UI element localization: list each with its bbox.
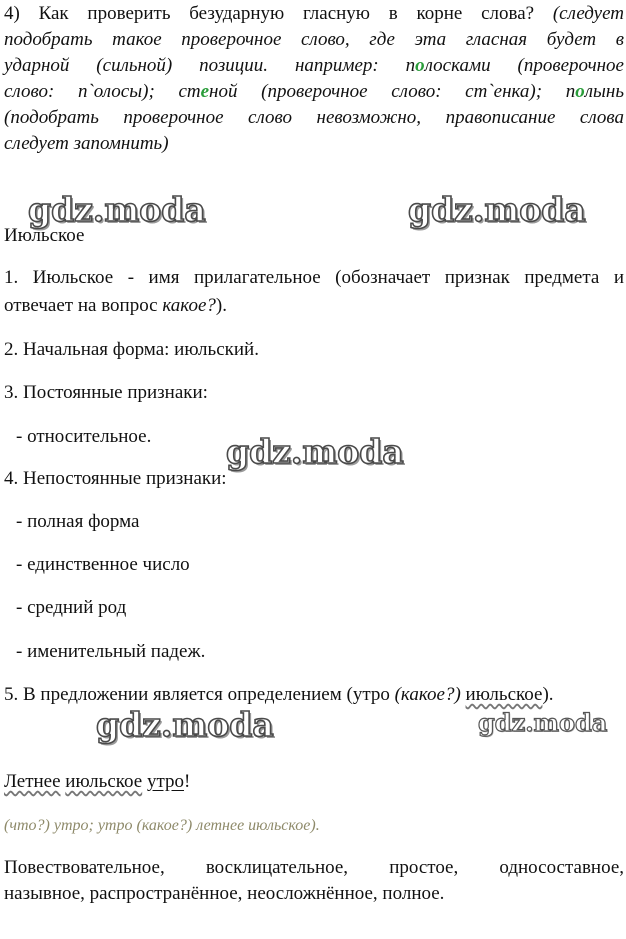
item-1-question: какое?	[162, 295, 216, 316]
example-word-2-post: ной	[209, 81, 238, 102]
question-number: 4)	[4, 3, 20, 24]
item-3: 3. Постоянные признаки:	[4, 382, 208, 403]
question-text: Как проверить безударную гласную в корне слова?	[38, 3, 535, 24]
sentence-end: !	[183, 771, 191, 792]
answer-start: (следует	[552, 3, 625, 24]
sentence-description-line-2: назывное, распространённое, неосложнённое, полное.	[4, 883, 445, 904]
item-1-text: отвечает на вопрос	[4, 295, 163, 316]
example-word-1-pre: п	[405, 55, 416, 76]
intro-line-1	[4, 2, 624, 26]
watermark-logo: gdz.moda	[28, 190, 206, 229]
item-1-end: ).	[215, 295, 227, 316]
intro-line-3-tail: (проверочное	[517, 55, 624, 76]
intro-line-4	[4, 80, 624, 104]
intro-line-6: следует запомнить)	[4, 133, 169, 154]
watermark-logo: gdz.moda	[96, 705, 274, 744]
intro-line-3	[4, 54, 624, 78]
intro-line-3-text: ударной (сильной) позиции. например:	[4, 55, 406, 76]
item-4-sub-2: - единственное число	[16, 554, 190, 575]
watermark-logo: gdz.moda	[478, 708, 608, 737]
example-word-3-post: лынь	[584, 81, 624, 102]
item-4-sub-4: - именительный падеж.	[16, 641, 206, 662]
sentence-word-3: утро	[146, 771, 184, 792]
intro-line-2: подобрать такое проверочное слово, где эта гласная будет в	[4, 29, 624, 50]
item-5	[4, 683, 554, 707]
item-5-word: июльское	[465, 684, 543, 705]
item-5-end: ).	[542, 684, 554, 705]
item-1-line-2	[4, 294, 227, 318]
sentence-word-1: Летнее	[4, 771, 61, 792]
example-word-1-post: лосками	[424, 55, 491, 76]
example-word-2-vowel: е	[200, 81, 210, 102]
sentence-word-2: июльское	[65, 771, 143, 792]
sentence-description-line-1: Повествовательное, восклицательное, простое, односоставное,	[4, 857, 624, 878]
example-sentence	[4, 770, 190, 794]
intro-line-4-mid: (проверочное слово: ст`енка);	[237, 81, 566, 102]
item-5-question: (какое?)	[394, 684, 461, 705]
item-4-sub-3: - средний род	[16, 597, 127, 618]
item-2: 2. Начальная форма: июльский.	[4, 339, 259, 360]
example-word-1-vowel: о	[415, 55, 425, 76]
intro-line-5: (подобрать проверочное слово невозможно, правописание слова	[4, 107, 624, 128]
watermark-logo: gdz.moda	[408, 190, 586, 229]
item-1-line-1: 1. Июльское - имя прилагательное (обозначает признак предмета и	[4, 267, 624, 288]
sentence-analysis: (что?) утро; утро (какое?) летнее июльское).	[4, 817, 320, 834]
item-4: 4. Непостоянные признаки:	[4, 468, 227, 489]
item-3-sub-1: - относительное.	[16, 426, 152, 447]
watermark-logo: gdz.moda	[226, 432, 404, 471]
example-word-2-pre: ст	[178, 81, 201, 102]
example-word-3-vowel: о	[575, 81, 585, 102]
example-word-3-pre: п	[565, 81, 576, 102]
item-4-sub-1: - полная форма	[16, 511, 140, 532]
item-5-text: 5. В предложении является определением (утро	[4, 684, 395, 705]
intro-line-4-start: слово: п`олосы);	[4, 81, 179, 102]
analyzed-word: Июльское	[4, 225, 85, 246]
